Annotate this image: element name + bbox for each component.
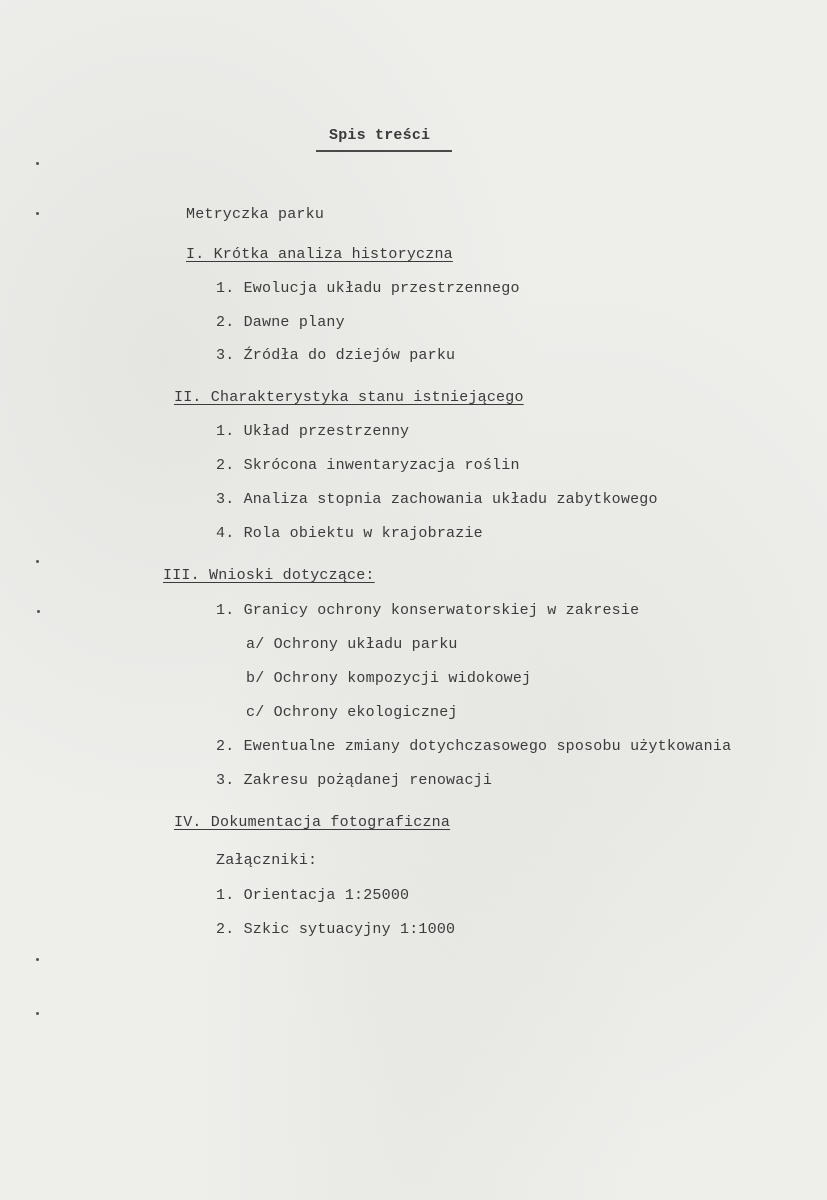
section-heading-2: II. Charakterystyka stanu istniejącego <box>174 389 524 406</box>
section-2-item-4: 4. Rola obiektu w krajobrazie <box>216 525 483 542</box>
margin-mark <box>37 610 40 613</box>
margin-mark <box>36 212 39 215</box>
section-heading-4: IV. Dokumentacja fotograficzna <box>174 814 451 831</box>
section-3-subitem-b: b/ Ochrony kompozycji widokowej <box>246 670 532 687</box>
section-1-item-2: 2. Dawne plany <box>216 314 345 331</box>
section-1-item-1: 1. Ewolucja układu przestrzennego <box>216 280 520 297</box>
section-3-subitem-a: a/ Ochrony układu parku <box>246 636 458 653</box>
margin-mark <box>36 162 39 165</box>
section-heading-1: I. Krótka analiza historyczna <box>186 246 453 263</box>
section-1-item-3: 3. Źródła do dziejów parku <box>216 347 456 364</box>
section-3-subitem-c: c/ Ochrony ekologicznej <box>246 704 458 721</box>
margin-mark <box>36 1012 39 1015</box>
section-3-item-3: 3. Zakresu pożądanej renowacji <box>216 772 493 789</box>
page-title: Spis treści <box>329 127 431 144</box>
section-2-item-3: 3. Analiza stopnia zachowania układu zabytkowego <box>216 491 658 508</box>
margin-mark <box>36 958 39 961</box>
section-3-item-2: 2. Ewentualne zmiany dotychczasowego sposobu użytkowania <box>216 738 732 755</box>
attachment-1: 1. Orientacja 1:25000 <box>216 887 410 904</box>
attachments-label: Załączniki: <box>216 852 318 869</box>
attachment-2: 2. Szkic sytuacyjny 1:1000 <box>216 921 456 938</box>
section-3-item-1: 1. Granicy ochrony konserwatorskiej w zakresie <box>216 602 640 619</box>
margin-mark <box>36 560 39 563</box>
section-heading-3: III. Wnioski dotyczące: <box>163 567 375 584</box>
section-2-item-2: 2. Skrócona inwentaryzacja roślin <box>216 457 520 474</box>
title-underline <box>316 150 452 152</box>
intro-line: Metryczka parku <box>186 206 325 223</box>
section-2-item-1: 1. Układ przestrzenny <box>216 423 410 440</box>
